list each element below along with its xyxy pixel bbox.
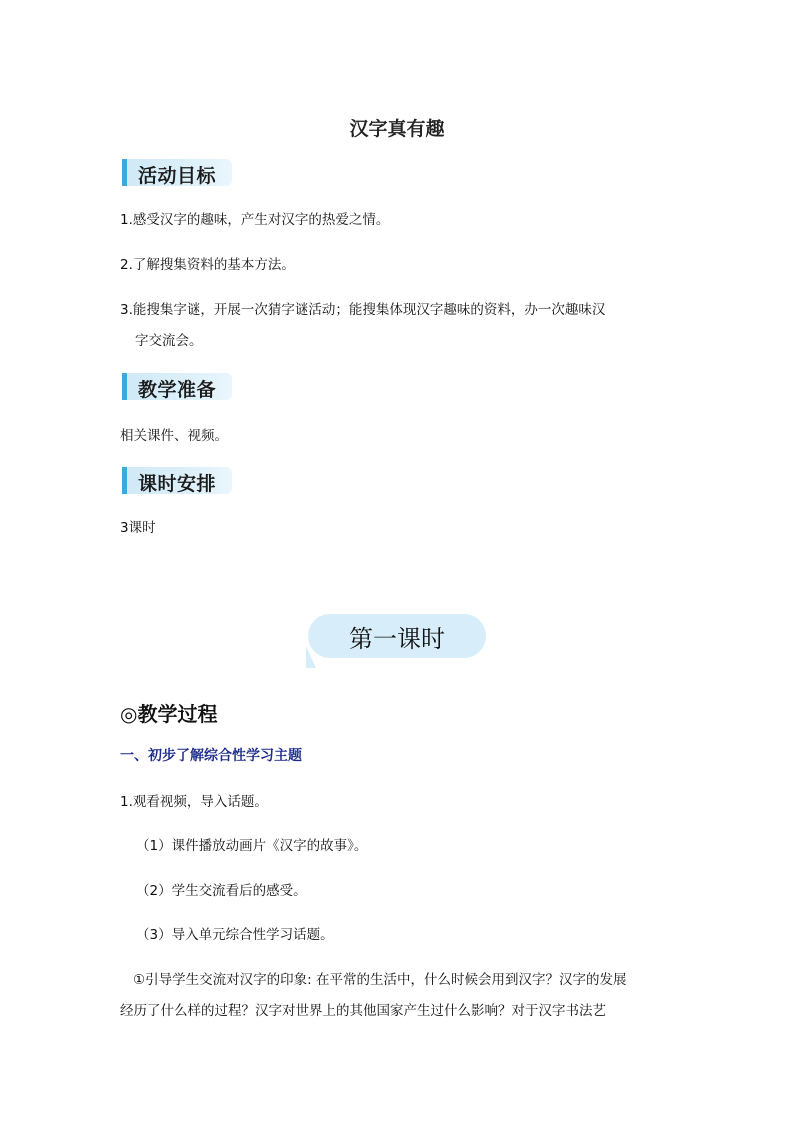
section-header-goals	[122, 159, 232, 186]
process-title: ◎教学过程	[120, 702, 218, 726]
substep-2: （2）学生交流看后的感受。	[136, 883, 307, 899]
part1-title: 一、初步了解综合性学习主题	[120, 748, 302, 764]
step-1: 1.观看视频，导入话题。	[120, 794, 268, 810]
section-accent-bar	[122, 373, 127, 400]
goal-item-3: 3.能搜集字谜，开展一次猜字谜活动；能搜集体现汉字趣味的资料，办一次趣味汉	[120, 302, 606, 318]
section-accent-bar	[122, 159, 127, 186]
goal-item-3-continued: 字交流会。	[135, 333, 203, 349]
substep-3: （3）导入单元综合性学习话题。	[136, 927, 334, 943]
prep-text: 相关课件、视频。	[120, 428, 228, 444]
section-header-prep	[122, 373, 232, 400]
section-header-schedule	[122, 467, 232, 494]
goal-item-1: 1.感受汉字的趣味，产生对汉字的热爱之情。	[120, 212, 390, 228]
section-label-prep: 教学准备	[138, 379, 217, 401]
section-label-schedule: 课时安排	[138, 473, 217, 495]
detail-line-2: 经历了什么样的过程？汉字对世界上的其他国家产生过什么影响？对于汉字书法艺	[120, 1003, 606, 1019]
substep-1: （1）课件播放动画片《汉字的故事》。	[136, 838, 368, 854]
detail-line-1: ①引导学生交流对汉字的印象: 在平常的生活中，什么时候会用到汉字？汉字的发展	[133, 972, 627, 988]
lesson-banner-label: 第一课时	[349, 625, 445, 653]
page-title: 汉字真有趣	[349, 118, 445, 140]
section-accent-bar	[122, 467, 127, 494]
goal-item-2: 2.了解搜集资料的基本方法。	[120, 257, 295, 273]
section-label-goals: 活动目标	[138, 165, 217, 187]
schedule-text: 3课时	[120, 520, 156, 536]
